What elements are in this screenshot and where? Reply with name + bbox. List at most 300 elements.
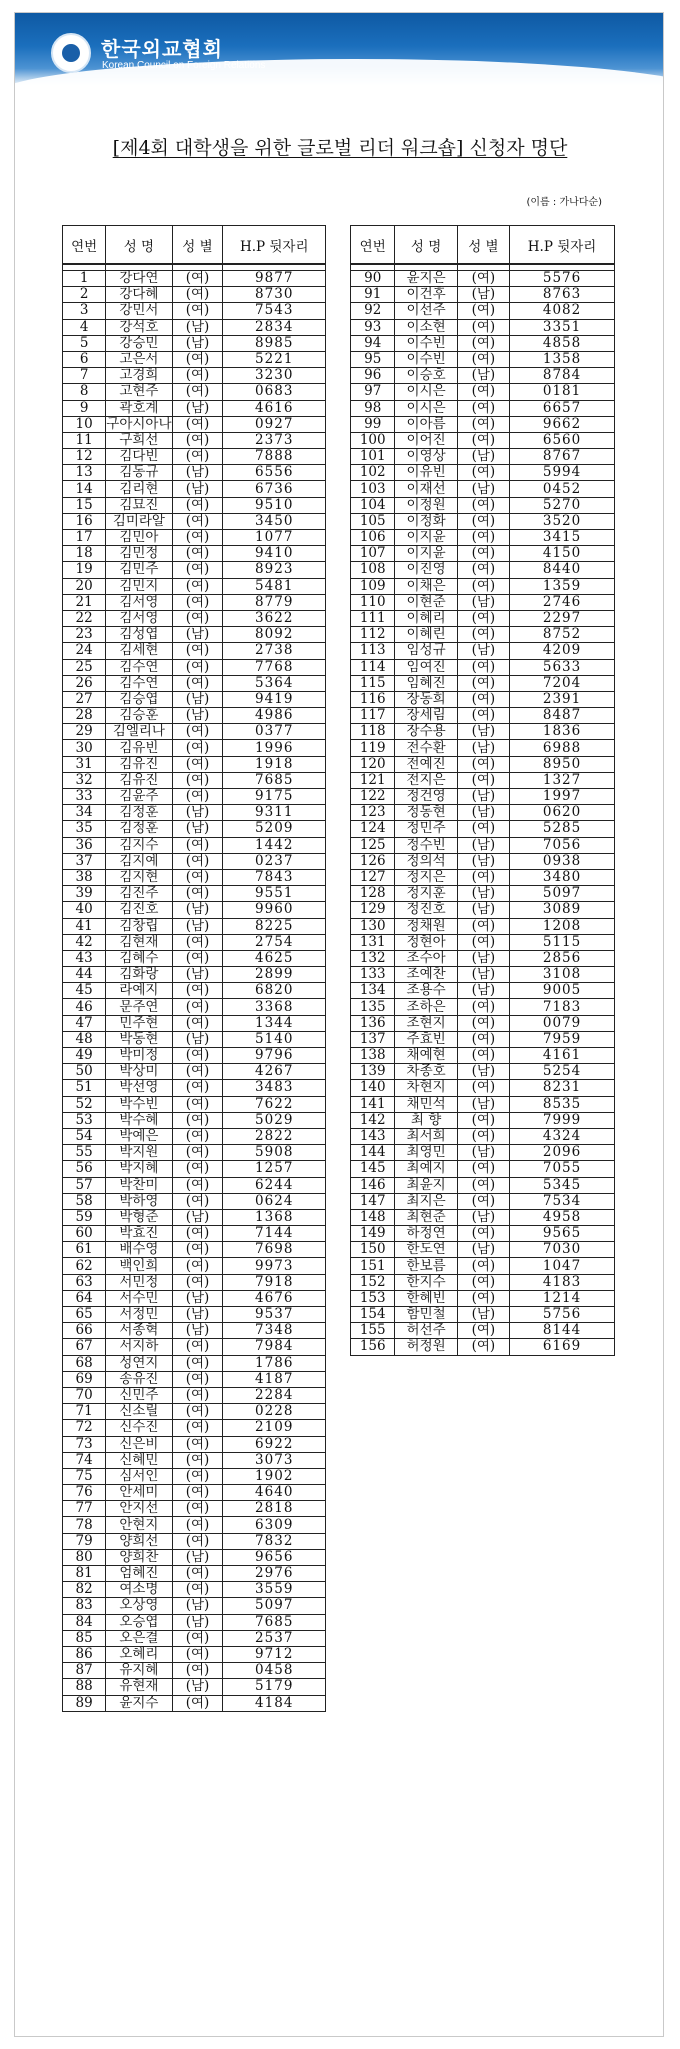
applicant-gender: (남)	[457, 1242, 509, 1258]
table-row	[351, 562, 615, 578]
table-row	[351, 886, 615, 902]
phone-last-digits: 9662	[510, 416, 615, 432]
table-row	[351, 513, 615, 529]
applicant-gender: (여)	[457, 1031, 509, 1047]
table-row	[63, 1128, 326, 1144]
table-row	[63, 1679, 326, 1695]
table-row	[63, 1161, 326, 1177]
table-row	[63, 546, 326, 562]
applicant-gender: (여)	[457, 1323, 509, 1339]
phone-last-digits: 4324	[510, 1128, 615, 1144]
table-row	[351, 400, 615, 416]
applicant-name: 박선영	[106, 1080, 172, 1096]
row-number: 69	[63, 1371, 106, 1387]
phone-last-digits: 1047	[510, 1258, 615, 1274]
applicant-gender: (남)	[172, 1549, 223, 1565]
applicant-name: 임혜진	[395, 675, 457, 691]
applicant-name: 오은결	[106, 1630, 172, 1646]
phone-last-digits: 7685	[223, 1614, 326, 1630]
applicant-gender: (여)	[172, 886, 223, 902]
applicant-name: 조예찬	[395, 967, 457, 983]
table-row	[351, 384, 615, 400]
phone-last-digits: 3368	[223, 999, 326, 1015]
row-number: 42	[63, 934, 106, 950]
applicant-gender: (여)	[457, 772, 509, 788]
row-number: 97	[351, 384, 395, 400]
applicant-name: 채예현	[395, 1048, 457, 1064]
applicant-name: 이수빈	[395, 351, 457, 367]
applicant-name: 김승훈	[106, 708, 172, 724]
applicant-gender: (남)	[457, 886, 509, 902]
applicant-gender: (남)	[457, 967, 509, 983]
applicant-name: 장세림	[395, 708, 457, 724]
phone-last-digits: 7030	[510, 1242, 615, 1258]
table-row	[63, 950, 326, 966]
applicant-gender: (여)	[172, 1048, 223, 1064]
applicant-name: 전지은	[395, 772, 457, 788]
applicant-name: 성연지	[106, 1355, 172, 1371]
table-row	[63, 967, 326, 983]
table-row	[63, 724, 326, 740]
applicant-name: 최지은	[395, 1193, 457, 1209]
phone-last-digits: 5908	[223, 1145, 326, 1161]
phone-last-digits: 0620	[510, 805, 615, 821]
row-number: 110	[351, 594, 395, 610]
phone-last-digits: 7984	[223, 1339, 326, 1355]
applicant-gender: (여)	[172, 271, 223, 287]
row-number: 6	[63, 351, 106, 367]
phone-last-digits: 0181	[510, 384, 615, 400]
phone-last-digits: 3520	[510, 513, 615, 529]
table-row	[63, 1485, 326, 1501]
applicant-gender: (남)	[457, 837, 509, 853]
applicant-name: 문주연	[106, 999, 172, 1015]
table-row	[63, 513, 326, 529]
applicant-name: 차현지	[395, 1080, 457, 1096]
row-number: 136	[351, 1015, 395, 1031]
table-row	[63, 1404, 326, 1420]
row-number: 85	[63, 1630, 106, 1646]
phone-last-digits: 9960	[223, 902, 326, 918]
applicant-gender: (여)	[172, 1193, 223, 1209]
table-row	[63, 918, 326, 934]
applicant-gender: (여)	[172, 303, 223, 319]
applicant-name: 김민주	[106, 562, 172, 578]
applicant-gender: (남)	[172, 691, 223, 707]
applicant-gender: (남)	[457, 789, 509, 805]
phone-last-digits: 7685	[223, 772, 326, 788]
phone-last-digits: 7144	[223, 1226, 326, 1242]
phone-last-digits: 9175	[223, 789, 326, 805]
applicant-gender: (남)	[172, 1031, 223, 1047]
phone-last-digits: 6560	[510, 432, 615, 448]
table-row	[351, 287, 615, 303]
table-row	[63, 1096, 326, 1112]
applicant-name: 이채은	[395, 578, 457, 594]
applicant-gender: (여)	[172, 513, 223, 529]
row-number: 7	[63, 368, 106, 384]
applicant-gender: (남)	[172, 1307, 223, 1323]
applicant-name: 이혜린	[395, 627, 457, 643]
row-number: 104	[351, 497, 395, 513]
applicant-name: 김다빈	[106, 449, 172, 465]
applicant-name: 박동현	[106, 1031, 172, 1047]
phone-last-digits: 0079	[510, 1015, 615, 1031]
applicant-name: 신은비	[106, 1436, 172, 1452]
row-number: 142	[351, 1112, 395, 1128]
table-row	[63, 1533, 326, 1549]
row-number: 100	[351, 432, 395, 448]
phone-last-digits: 9796	[223, 1048, 326, 1064]
row-number: 103	[351, 481, 395, 497]
row-number: 1	[63, 271, 106, 287]
column-header-no: 연번	[63, 226, 106, 265]
row-number: 70	[63, 1387, 106, 1403]
table-row	[63, 1193, 326, 1209]
applicant-name: 서지하	[106, 1339, 172, 1355]
applicant-gender: (여)	[172, 1080, 223, 1096]
row-number: 59	[63, 1209, 106, 1225]
applicant-gender: (여)	[172, 1242, 223, 1258]
row-number: 102	[351, 465, 395, 481]
phone-last-digits: 4986	[223, 708, 326, 724]
table-row	[351, 675, 615, 691]
row-number: 84	[63, 1614, 106, 1630]
table-row	[351, 368, 615, 384]
sort-order-note: (이름 : 가나다순)	[526, 197, 602, 208]
row-number: 122	[351, 789, 395, 805]
phone-last-digits: 5994	[510, 465, 615, 481]
table-row	[63, 416, 326, 432]
applicant-gender: (여)	[172, 1404, 223, 1420]
table-row	[351, 643, 615, 659]
row-number: 74	[63, 1452, 106, 1468]
phone-last-digits: 2109	[223, 1420, 326, 1436]
table-row	[63, 465, 326, 481]
row-number: 18	[63, 546, 106, 562]
phone-last-digits: 9537	[223, 1307, 326, 1323]
table-row	[63, 562, 326, 578]
phone-last-digits: 5140	[223, 1031, 326, 1047]
phone-last-digits: 0458	[223, 1663, 326, 1679]
applicant-name: 배수영	[106, 1242, 172, 1258]
row-number: 32	[63, 772, 106, 788]
row-number: 145	[351, 1161, 395, 1177]
applicant-gender: (남)	[172, 1209, 223, 1225]
applicant-gender: (남)	[172, 1290, 223, 1306]
applicant-gender: (여)	[172, 724, 223, 740]
table-row	[63, 643, 326, 659]
row-number: 108	[351, 562, 395, 578]
phone-last-digits: 9712	[223, 1646, 326, 1662]
phone-last-digits: 7055	[510, 1161, 615, 1177]
row-number: 98	[351, 400, 395, 416]
applicant-gender: (여)	[172, 983, 223, 999]
applicant-gender: (남)	[172, 821, 223, 837]
row-number: 64	[63, 1290, 106, 1306]
applicant-name: 정건영	[395, 789, 457, 805]
table-row	[63, 1048, 326, 1064]
row-number: 134	[351, 983, 395, 999]
phone-last-digits: 3089	[510, 902, 615, 918]
row-number: 96	[351, 368, 395, 384]
applicant-name: 박찬미	[106, 1177, 172, 1193]
applicant-gender: (남)	[457, 1307, 509, 1323]
phone-last-digits: 2284	[223, 1387, 326, 1403]
applicant-name: 장동희	[395, 691, 457, 707]
applicant-name: 정진호	[395, 902, 457, 918]
phone-last-digits: 1442	[223, 837, 326, 853]
applicant-gender: (여)	[172, 1646, 223, 1662]
phone-last-digits: 3108	[510, 967, 615, 983]
row-number: 29	[63, 724, 106, 740]
applicant-name: 김동규	[106, 465, 172, 481]
table-row	[351, 432, 615, 448]
phone-last-digits: 8225	[223, 918, 326, 934]
phone-last-digits: 2856	[510, 950, 615, 966]
applicant-name: 민주현	[106, 1015, 172, 1031]
table-row	[351, 837, 615, 853]
applicant-name: 함민철	[395, 1307, 457, 1323]
table-row	[63, 271, 326, 287]
table-row	[63, 756, 326, 772]
table-row	[351, 1048, 615, 1064]
row-number: 20	[63, 578, 106, 594]
phone-last-digits: 5097	[223, 1598, 326, 1614]
applicant-gender: (여)	[172, 1566, 223, 1582]
applicant-gender: (남)	[457, 983, 509, 999]
row-number: 34	[63, 805, 106, 821]
applicant-gender: (여)	[172, 950, 223, 966]
phone-last-digits: 7918	[223, 1274, 326, 1290]
phone-last-digits: 0452	[510, 481, 615, 497]
applicant-name: 양희찬	[106, 1549, 172, 1565]
table-row	[63, 530, 326, 546]
applicant-name: 김성엽	[106, 627, 172, 643]
phone-last-digits: 4082	[510, 303, 615, 319]
table-row	[351, 546, 615, 562]
table-row	[63, 1226, 326, 1242]
applicant-name: 김서영	[106, 594, 172, 610]
applicant-name: 이아름	[395, 416, 457, 432]
phone-last-digits: 4616	[223, 400, 326, 416]
phone-last-digits: 4150	[510, 546, 615, 562]
row-number: 31	[63, 756, 106, 772]
phone-last-digits: 7959	[510, 1031, 615, 1047]
applicant-name: 정의석	[395, 853, 457, 869]
applicant-gender: (여)	[172, 1274, 223, 1290]
applicant-gender: (여)	[457, 1080, 509, 1096]
applicant-name: 고현주	[106, 384, 172, 400]
table-row	[351, 756, 615, 772]
applicant-name: 한지수	[395, 1274, 457, 1290]
applicant-name: 박수혜	[106, 1112, 172, 1128]
applicant-name: 강석호	[106, 319, 172, 335]
applicant-name: 서종혁	[106, 1323, 172, 1339]
row-number: 16	[63, 513, 106, 529]
phone-last-digits: 3073	[223, 1452, 326, 1468]
row-number: 94	[351, 335, 395, 351]
applicant-gender: (남)	[172, 1679, 223, 1695]
row-number: 51	[63, 1080, 106, 1096]
row-number: 149	[351, 1226, 395, 1242]
row-number: 65	[63, 1307, 106, 1323]
table-row	[351, 465, 615, 481]
row-number: 89	[63, 1695, 106, 1711]
row-number: 8	[63, 384, 106, 400]
table-row	[351, 934, 615, 950]
applicant-gender: (여)	[172, 1339, 223, 1355]
applicant-name: 김유진	[106, 772, 172, 788]
table-row	[351, 740, 615, 756]
table-row	[63, 1549, 326, 1565]
applicant-name: 정현아	[395, 934, 457, 950]
applicant-name: 이재선	[395, 481, 457, 497]
phone-last-digits: 1918	[223, 756, 326, 772]
phone-last-digits: 8144	[510, 1323, 615, 1339]
applicant-gender: (여)	[457, 1161, 509, 1177]
row-number: 13	[63, 465, 106, 481]
applicant-gender: (남)	[457, 643, 509, 659]
phone-last-digits: 7348	[223, 1323, 326, 1339]
table-row	[63, 869, 326, 885]
row-number: 37	[63, 853, 106, 869]
table-row	[63, 772, 326, 788]
applicant-gender: (여)	[172, 1371, 223, 1387]
row-number: 24	[63, 643, 106, 659]
table-row	[63, 1177, 326, 1193]
applicant-gender: (남)	[457, 740, 509, 756]
phone-last-digits: 7888	[223, 449, 326, 465]
row-number: 139	[351, 1064, 395, 1080]
table-row	[351, 351, 615, 367]
phone-last-digits: 2373	[223, 432, 326, 448]
applicant-gender: (남)	[457, 368, 509, 384]
applicant-gender: (여)	[172, 675, 223, 691]
table-row	[63, 805, 326, 821]
table-row	[351, 853, 615, 869]
applicant-gender: (남)	[172, 805, 223, 821]
applicant-gender: (여)	[457, 319, 509, 335]
applicant-name: 김지수	[106, 837, 172, 853]
applicant-gender: (여)	[172, 1258, 223, 1274]
table-row	[63, 1517, 326, 1533]
row-number: 3	[63, 303, 106, 319]
applicant-gender: (남)	[457, 853, 509, 869]
applicant-name: 조현지	[395, 1015, 457, 1031]
phone-last-digits: 9311	[223, 805, 326, 821]
applicant-gender: (여)	[172, 1096, 223, 1112]
applicant-gender: (여)	[172, 351, 223, 367]
table-row	[63, 708, 326, 724]
row-number: 46	[63, 999, 106, 1015]
row-number: 123	[351, 805, 395, 821]
phone-last-digits: 6922	[223, 1436, 326, 1452]
table-row	[63, 1080, 326, 1096]
applicant-gender: (여)	[457, 400, 509, 416]
applicant-gender: (여)	[172, 1355, 223, 1371]
applicant-name: 김진주	[106, 886, 172, 902]
column-header-gender: 성 별	[457, 226, 509, 265]
applicant-name: 유현재	[106, 1679, 172, 1695]
table-row	[351, 918, 615, 934]
applicant-gender: (여)	[172, 1177, 223, 1193]
applicant-gender: (여)	[457, 432, 509, 448]
table-row	[351, 950, 615, 966]
phone-last-digits: 8779	[223, 594, 326, 610]
applicant-name: 송유진	[106, 1371, 172, 1387]
phone-last-digits: 4161	[510, 1048, 615, 1064]
phone-last-digits: 2096	[510, 1145, 615, 1161]
applicant-name: 김민아	[106, 530, 172, 546]
applicant-gender: (남)	[172, 902, 223, 918]
row-number: 15	[63, 497, 106, 513]
table-row	[351, 1161, 615, 1177]
phone-last-digits: 7204	[510, 675, 615, 691]
row-number: 107	[351, 546, 395, 562]
table-row	[63, 1145, 326, 1161]
applicant-name: 서수민	[106, 1290, 172, 1306]
row-number: 118	[351, 724, 395, 740]
phone-last-digits: 2834	[223, 319, 326, 335]
row-number: 47	[63, 1015, 106, 1031]
applicant-name: 안현지	[106, 1517, 172, 1533]
row-number: 73	[63, 1436, 106, 1452]
applicant-name: 이혜리	[395, 610, 457, 626]
phone-last-digits: 4267	[223, 1064, 326, 1080]
phone-last-digits: 5097	[510, 886, 615, 902]
table-row	[351, 1274, 615, 1290]
org-name-korean: 한국외교협회	[101, 37, 223, 61]
row-number: 148	[351, 1209, 395, 1225]
table-row	[63, 659, 326, 675]
table-row	[63, 1015, 326, 1031]
kcfr-emblem-icon	[51, 33, 91, 73]
table-row	[351, 1307, 615, 1323]
table-row	[351, 1177, 615, 1193]
applicant-name: 이지윤	[395, 530, 457, 546]
phone-last-digits: 2738	[223, 643, 326, 659]
phone-last-digits: 5115	[510, 934, 615, 950]
applicant-gender: (여)	[457, 1339, 509, 1355]
row-number: 33	[63, 789, 106, 805]
applicant-gender: (남)	[457, 1064, 509, 1080]
applicant-gender: (여)	[172, 1064, 223, 1080]
phone-last-digits: 0938	[510, 853, 615, 869]
applicant-name: 김엘리나	[106, 724, 172, 740]
row-number: 105	[351, 513, 395, 529]
table-row	[351, 902, 615, 918]
applicant-gender: (여)	[172, 1485, 223, 1501]
phone-last-digits: 3480	[510, 869, 615, 885]
applicant-gender: (여)	[172, 934, 223, 950]
phone-last-digits: 5221	[223, 351, 326, 367]
applicant-gender: (여)	[457, 1226, 509, 1242]
phone-last-digits: 5179	[223, 1679, 326, 1695]
applicant-gender: (여)	[457, 1258, 509, 1274]
applicant-name: 채민석	[395, 1096, 457, 1112]
row-number: 114	[351, 659, 395, 675]
row-number: 126	[351, 853, 395, 869]
applicant-gender: (남)	[457, 1145, 509, 1161]
row-number: 87	[63, 1663, 106, 1679]
row-number: 38	[63, 869, 106, 885]
applicant-gender: (여)	[457, 497, 509, 513]
applicant-gender: (여)	[172, 1161, 223, 1177]
row-number: 63	[63, 1274, 106, 1290]
phone-last-digits: 1344	[223, 1015, 326, 1031]
table-row	[351, 1290, 615, 1306]
